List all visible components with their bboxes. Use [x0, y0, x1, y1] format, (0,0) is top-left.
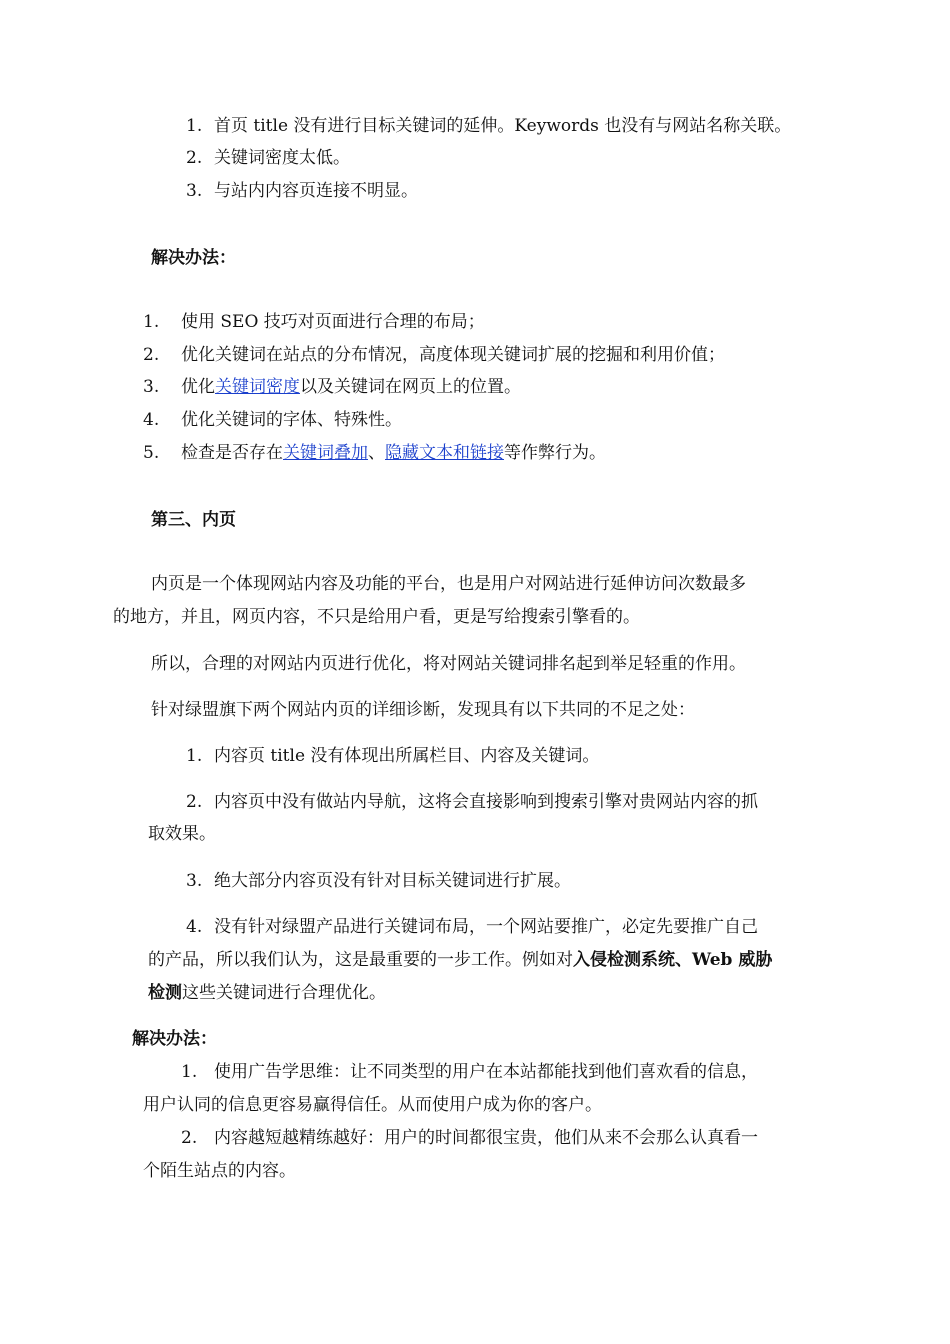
- list-item-continuation: 检测这些关键词进行合理优化。: [148, 983, 386, 1003]
- list-item: 5. 检查是否存在关键词叠加、隐藏文本和链接等作弊行为。: [143, 443, 606, 463]
- list-item: 4. 优化关键词的字体、特殊性。: [143, 410, 402, 430]
- paragraph-line: 的地方，并且，网页内容，不只是给用户看，更是写给搜索引擎看的。: [113, 607, 640, 627]
- list-item-continuation: 个陌生站点的内容。: [143, 1161, 296, 1181]
- list-item-continuation: 用户认同的信息更容易赢得信任。从而使用户成为你的客户。: [143, 1095, 602, 1115]
- list-item: 1. 首页 title 没有进行目标关键词的延伸。Keywords 也没有与网站名称关联。: [186, 116, 792, 136]
- keyword-density-link[interactable]: 关键词密度: [215, 377, 300, 397]
- list-item: 1. 内容页 title 没有体现出所属栏目、内容及关键词。: [186, 746, 600, 766]
- list-item-continuation: 的产品，所以我们认为，这是最重要的一步工作。例如对入侵检测系统、Web 威胁: [148, 950, 773, 970]
- keyword-highlight: 入侵检测系统、Web 威胁: [573, 950, 773, 970]
- list-item: 4. 没有针对绿盟产品进行关键词布局，一个网站要推广，必定先要推广自己: [186, 917, 758, 937]
- section-heading: 解决办法：: [132, 1029, 217, 1049]
- list-item-continuation: 取效果。: [148, 824, 216, 844]
- list-item: 2. 内容页中没有做站内导航，这将会直接影响到搜索引擎对贵网站内容的抓: [186, 792, 758, 812]
- list-item: 2. 内容越短越精练越好：用户的时间都很宝贵，他们从来不会那么认真看一: [181, 1128, 758, 1148]
- section-heading: 解决办法：: [151, 248, 236, 268]
- keyword-stacking-link[interactable]: 关键词叠加: [283, 443, 368, 463]
- list-item: 1. 使用 SEO 技巧对页面进行合理的布局；: [143, 312, 485, 332]
- list-item: 2. 关键词密度太低。: [186, 148, 350, 168]
- paragraph-line: 内页是一个体现网站内容及功能的平台，也是用户对网站进行延伸访问次数最多: [151, 574, 746, 594]
- keyword-highlight: 检测: [148, 983, 182, 1003]
- paragraph-line: 针对绿盟旗下两个网站内页的详细诊断，发现具有以下共同的不足之处：: [151, 700, 695, 720]
- hidden-text-links-link[interactable]: 隐藏文本和链接: [385, 443, 504, 463]
- list-item: 3. 绝大部分内容页没有针对目标关键词进行扩展。: [186, 871, 571, 891]
- list-item: 3. 与站内内容页连接不明显。: [186, 181, 418, 201]
- list-item: 3. 优化关键词密度以及关键词在网页上的位置。: [143, 377, 521, 397]
- section-heading: 第三、内页: [151, 510, 236, 530]
- list-item: 2. 优化关键词在站点的分布情况，高度体现关键词扩展的挖掘和利用价值；: [143, 345, 725, 365]
- paragraph-line: 所以，合理的对网站内页进行优化，将对网站关键词排名起到举足轻重的作用。: [151, 654, 746, 674]
- list-item: 1. 使用广告学思维：让不同类型的用户在本站都能找到他们喜欢看的信息，: [181, 1062, 758, 1082]
